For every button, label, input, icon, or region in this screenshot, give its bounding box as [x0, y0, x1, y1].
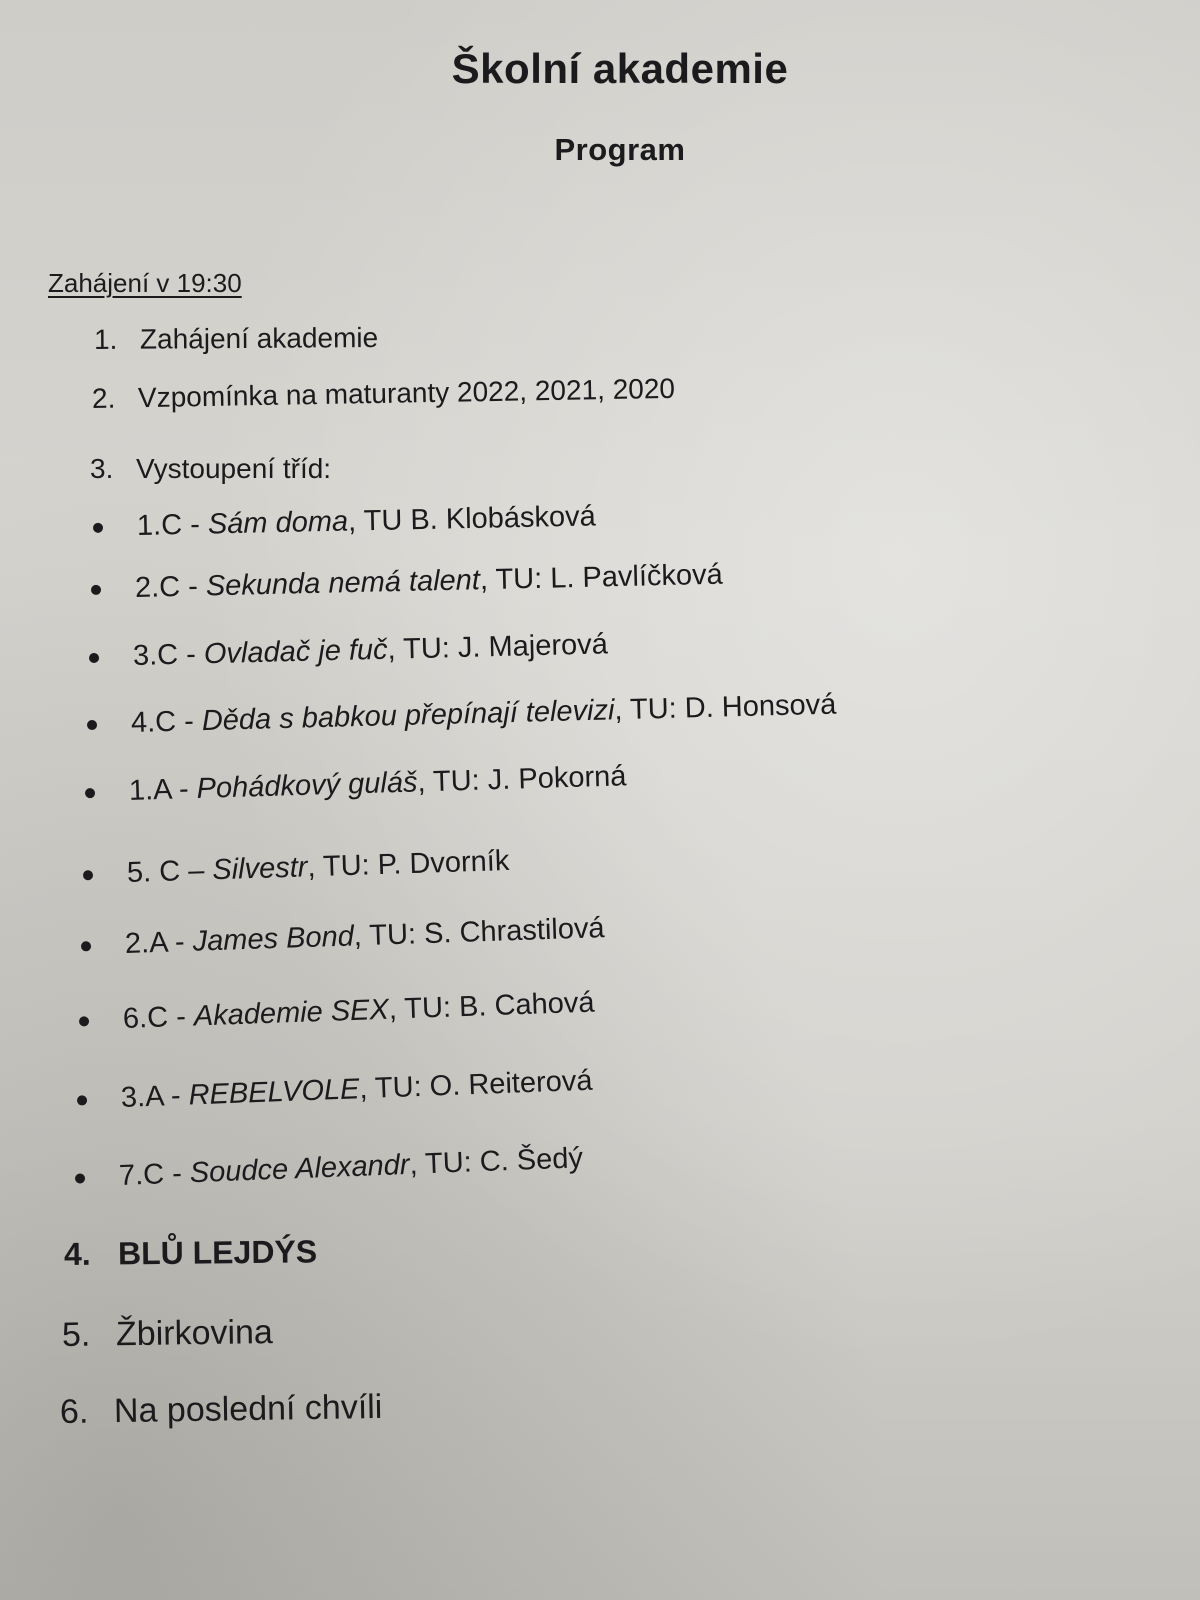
program-item-3 — [90, 453, 331, 485]
class-performance-item — [118, 1142, 583, 1193]
item-number: 6. — [59, 1392, 89, 1431]
performance-title: Děda s babkou přepínají televizi — [201, 694, 615, 738]
class-label: 4.C - — [130, 705, 203, 739]
performance-title: Silvestr — [211, 851, 308, 887]
performance-title: Sekunda nemá talent — [205, 564, 481, 603]
class-performance-item — [133, 628, 609, 673]
item-text: Na poslední chvíli — [113, 1387, 383, 1431]
bullet-icon — [93, 522, 103, 532]
class-label: 1.C - — [136, 508, 209, 542]
bullet-icon — [89, 652, 99, 662]
class-performance-item — [120, 1065, 593, 1115]
program-item-6 — [60, 1388, 383, 1432]
item-number: 2. — [91, 382, 116, 414]
start-time-heading: Zahájení v 19:30 — [48, 268, 242, 298]
performance-title: REBELVOLE — [188, 1073, 360, 1112]
class-teacher: , TU: O. Reiterová — [358, 1064, 593, 1106]
page-subtitle: Program — [554, 132, 686, 167]
item-text: Vzpomínka na maturanty 2022, 2021, 2020 — [137, 372, 676, 414]
bullet-icon — [77, 1095, 87, 1105]
item-text: BLŮ LEJDÝS — [117, 1233, 318, 1272]
bullet-icon — [83, 870, 93, 880]
class-performance-item — [126, 845, 509, 890]
performance-title: Pohádkový guláš — [196, 766, 418, 805]
program-item-1 — [94, 322, 378, 356]
class-performance-item — [131, 689, 837, 740]
class-teacher: , TU B. Klobásková — [347, 500, 597, 538]
item-number: 3. — [90, 453, 114, 484]
performance-title: James Bond — [192, 920, 355, 958]
bullet-icon — [87, 719, 97, 729]
program-item-5 — [62, 1313, 273, 1355]
bullet-icon — [81, 941, 91, 951]
item-number: 5. — [61, 1315, 91, 1354]
item-text: Vystoupení tříd: — [136, 453, 332, 484]
class-teacher: , TU: B. Cahová — [388, 986, 595, 1026]
class-performance-item — [124, 912, 605, 961]
program-item-2 — [92, 373, 676, 415]
bullet-icon — [79, 1016, 89, 1026]
performance-title: Soudce Alexandr — [189, 1148, 411, 1190]
class-label: 2.C - — [134, 570, 207, 604]
item-text: Žbirkovina — [115, 1313, 274, 1354]
class-teacher: , TU: P. Dvorník — [306, 844, 510, 884]
class-teacher: , TU: C. Šedý — [408, 1142, 584, 1181]
bullet-icon — [91, 584, 101, 594]
class-label: 3.A - — [120, 1079, 190, 1114]
performance-title: Akademie SEX — [193, 993, 390, 1033]
class-performance-item — [137, 500, 596, 543]
page-title: Školní akademie — [451, 45, 789, 92]
class-teacher: , TU: J. Pokorná — [416, 760, 627, 799]
performance-title: Sám doma — [207, 505, 349, 541]
class-label: 6.C - — [122, 1000, 195, 1035]
class-performance-item — [122, 987, 595, 1036]
class-label: 1.A - — [128, 772, 198, 807]
bullet-icon — [85, 788, 95, 798]
class-teacher: , TU: L. Pavlíčková — [479, 558, 724, 597]
class-performance-item — [129, 760, 627, 808]
item-number: 4. — [63, 1235, 91, 1272]
bullet-icon — [75, 1173, 85, 1183]
program-item-4 — [64, 1233, 318, 1273]
class-label: 5. C – — [126, 854, 213, 889]
performance-title: Ovladač je fuč — [203, 633, 388, 671]
item-number: 1. — [93, 323, 118, 355]
class-label: 2.A - — [124, 925, 194, 960]
class-performance-item — [135, 559, 723, 605]
class-label: 7.C - — [118, 1157, 191, 1192]
class-teacher: , TU: S. Chrastilová — [353, 912, 606, 953]
class-teacher: , TU: D. Honsová — [614, 688, 837, 727]
class-label: 3.C - — [132, 638, 205, 672]
class-teacher: , TU: J. Majerová — [387, 628, 609, 666]
item-text: Zahájení akademie — [139, 322, 379, 355]
